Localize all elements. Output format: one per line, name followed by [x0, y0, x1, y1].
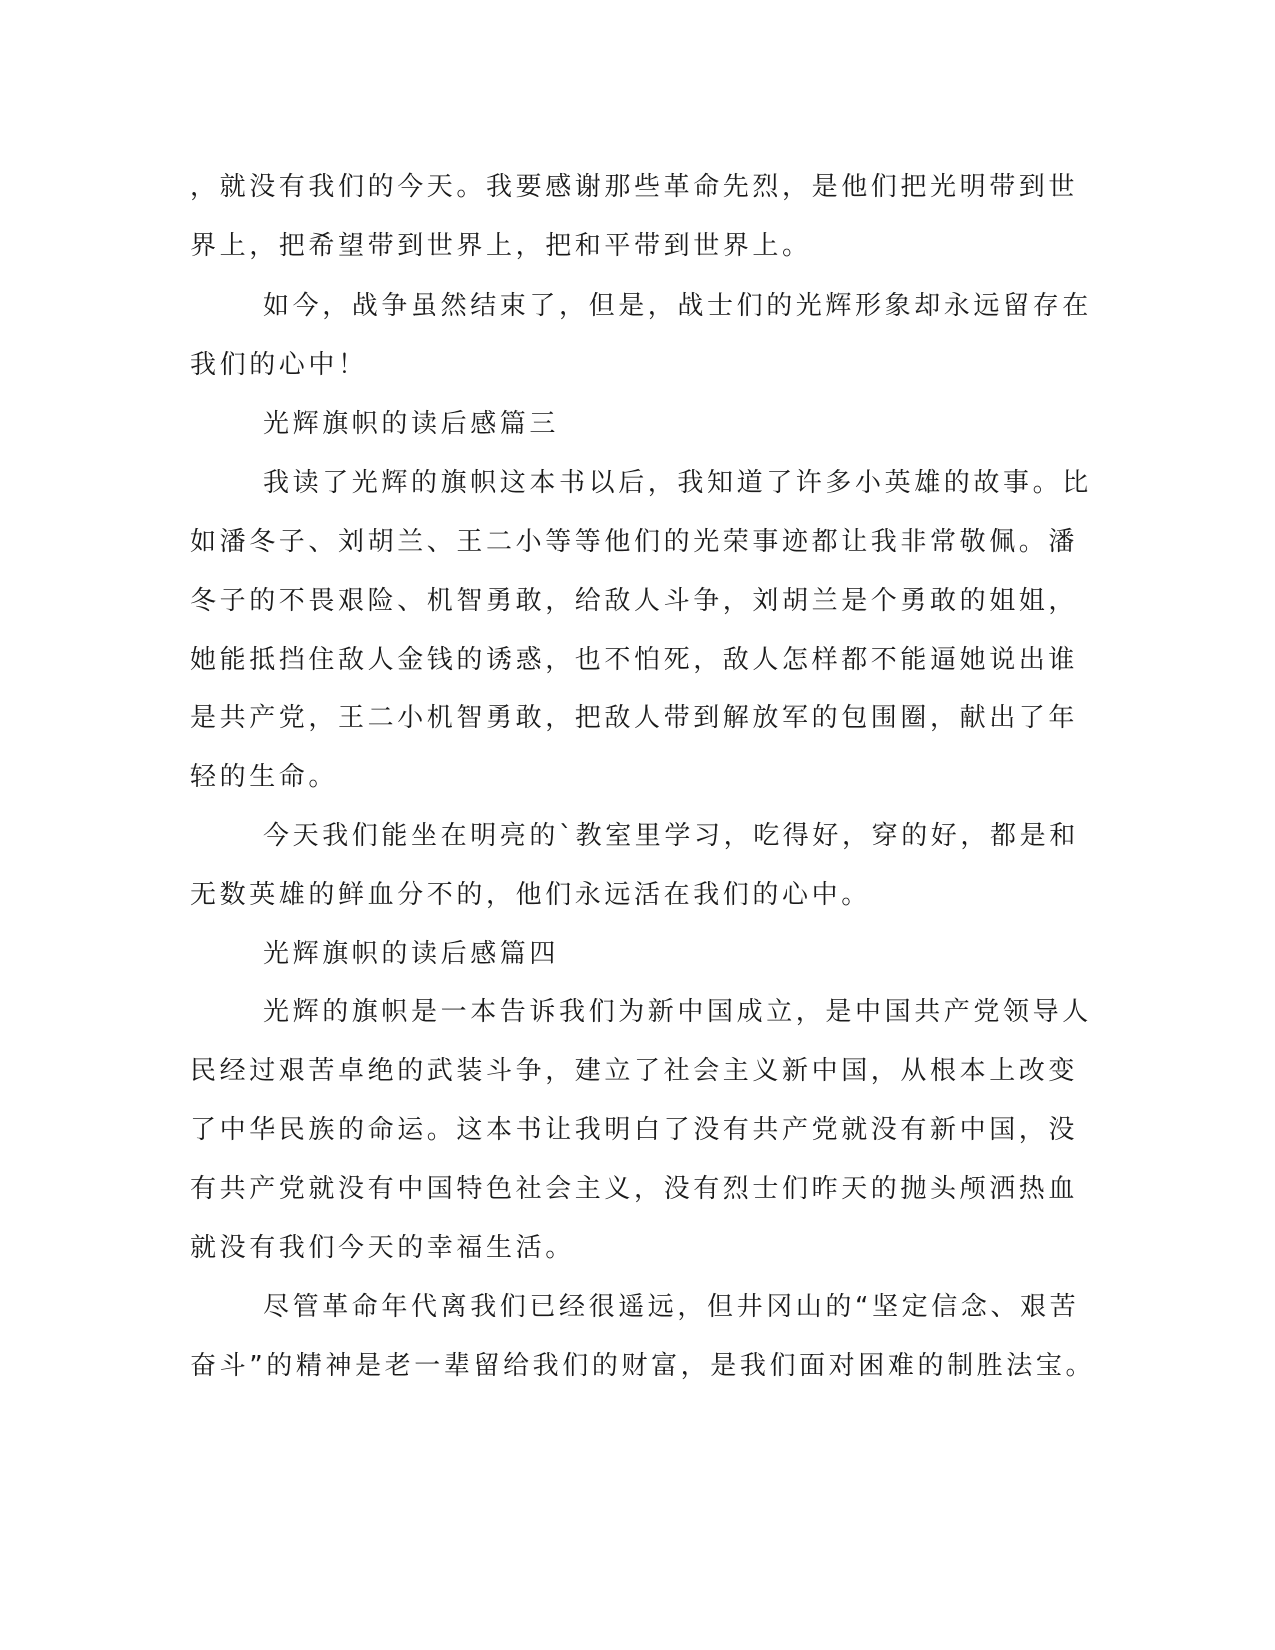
paragraph-line: 轻的生命。: [190, 762, 339, 792]
paragraph-line: 就没有我们今天的幸福生活。: [190, 1233, 575, 1263]
paragraph-line: 民经过艰苦卓绝的武装斗争，建立了社会主义新中国，从根本上改变: [190, 1056, 1079, 1086]
paragraph-line: 如今，战争虽然结束了，但是，战士们的光辉形象却永远留存在: [263, 291, 1092, 321]
paragraph-line: 冬子的不畏艰险、机智勇敢，给敌人斗争，刘胡兰是个勇敢的姐姐，: [190, 586, 1079, 616]
paragraph-line: 光辉的旗帜是一本告诉我们为新中国成立，是中国共产党领导人: [263, 997, 1092, 1027]
paragraph-line: 她能抵挡住敌人金钱的诱惑，也不怕死，敌人怎样都不能逼她说出谁: [190, 645, 1079, 675]
paragraph-line: 如潘冬子、刘胡兰、王二小等等他们的光荣事迹都让我非常敬佩。潘: [190, 527, 1079, 557]
section-heading: 光辉旗帜的读后感篇三: [263, 409, 560, 439]
paragraph-line: 今天我们能坐在明亮的`教室里学习，吃得好，穿的好，都是和: [263, 821, 1079, 851]
paragraph-line: 是共产党，王二小机智勇敢，把敌人带到解放军的包围圈，献出了年: [190, 703, 1079, 733]
paragraph-line: 我们的心中！: [190, 350, 368, 380]
paragraph-line: 界上，把希望带到世界上，把和平带到世界上。: [190, 231, 812, 261]
paragraph-line: 奋斗”的精神是老一辈留给我们的财富，是我们面对困难的制胜法宝。: [190, 1351, 1096, 1381]
paragraph-line: 无数英雄的鲜血分不的，他们永远活在我们的心中。: [190, 880, 871, 910]
paragraph-line: 了中华民族的命运。这本书让我明白了没有共产党就没有新中国，没: [190, 1115, 1079, 1145]
paragraph-line: 我读了光辉的旗帜这本书以后，我知道了许多小英雄的故事。比: [263, 468, 1092, 498]
section-heading: 光辉旗帜的读后感篇四: [263, 939, 560, 969]
paragraph-line: 有共产党就没有中国特色社会主义，没有烈士们昨天的抛头颅洒热血: [190, 1174, 1079, 1204]
paragraph-line: 尽管革命年代离我们已经很遥远，但井冈山的“坚定信念、艰苦: [263, 1292, 1080, 1322]
paragraph-line: ，就没有我们的今天。我要感谢那些革命先烈，是他们把光明带到世: [190, 172, 1079, 202]
